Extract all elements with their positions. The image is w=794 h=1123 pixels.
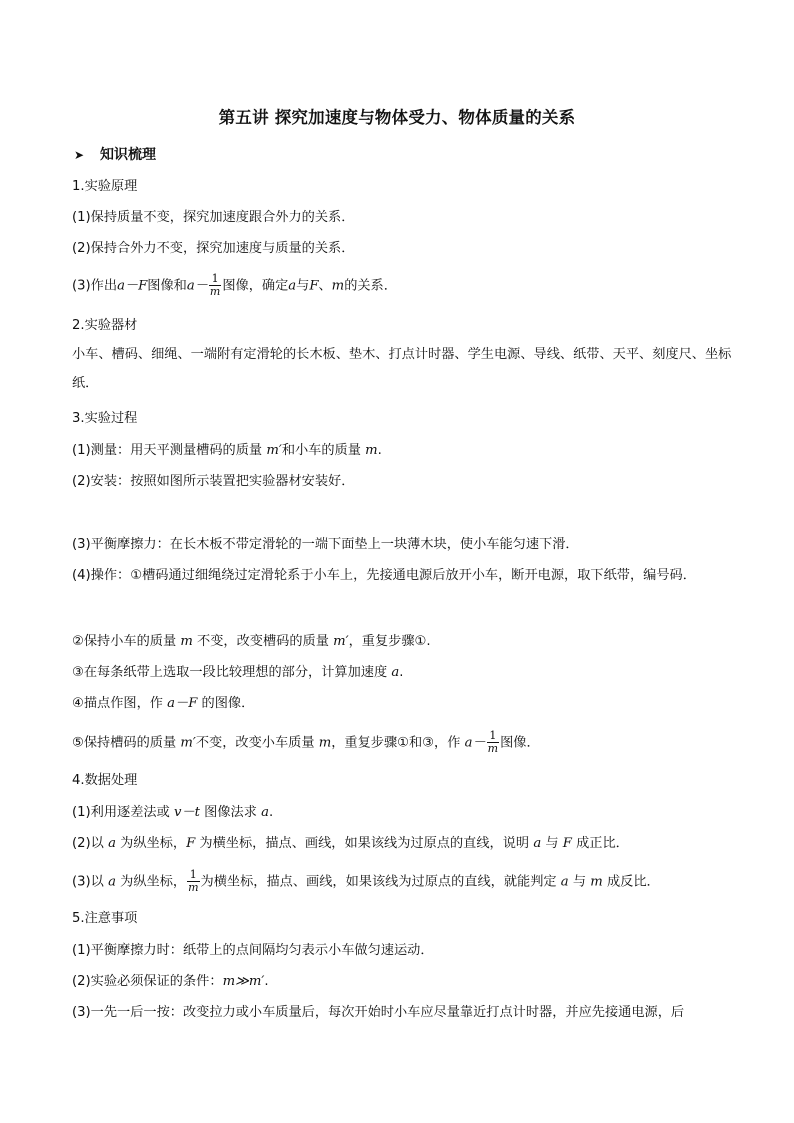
math: a－F xyxy=(167,696,198,711)
s3-line-6 xyxy=(72,663,732,683)
text: 为横坐标，描点、画线，如果该线为过原点的直线，说明 xyxy=(195,836,534,851)
text: ③在每条纸带上选取一段比较理想的部分，计算加速度 xyxy=(72,665,392,680)
text: (1)测量：用天平测量槽码的质量 xyxy=(72,443,267,458)
text: ，重复步骤①和③，作 xyxy=(331,735,465,751)
text: 为纵坐标， xyxy=(115,874,187,890)
s2-heading: 2.实验器材 xyxy=(72,318,138,333)
s3-line-7 xyxy=(72,694,732,714)
math: v－t xyxy=(174,805,200,820)
s5-line-2 xyxy=(72,972,732,992)
text: . xyxy=(399,665,404,680)
text: ④描点作图，作 xyxy=(72,696,168,711)
text: 与 xyxy=(296,278,310,294)
text: 图像和 xyxy=(147,278,187,294)
text: . xyxy=(377,443,382,458)
s4-heading: 4.数据处理 xyxy=(72,773,138,788)
page-title: 第五讲 探究加速度与物体受力、物体质量的关系 xyxy=(218,108,576,127)
text: . xyxy=(264,974,269,989)
frac-num: 1 xyxy=(187,869,199,882)
math: F xyxy=(562,836,572,851)
math: a xyxy=(560,874,569,890)
frac-den: m xyxy=(188,881,199,894)
s5-line-3: (3)一先一后一按：改变拉力或小车质量后，每次开始时小车应尽量靠近打点计时器，并应先接通电源，后 xyxy=(72,1005,685,1020)
text: 为横坐标，描点、画线，如果该线为过原点的直线，就能判定 xyxy=(200,874,561,890)
text: 不变，改变小车质量 xyxy=(195,735,319,751)
math: a xyxy=(288,278,297,294)
fraction-1-over-m xyxy=(187,869,199,894)
math: m xyxy=(180,634,193,649)
frac-num: 1 xyxy=(487,730,499,743)
text: 不变，改变槽码的质量 xyxy=(192,634,334,649)
math: a－F xyxy=(117,278,148,294)
math: F xyxy=(309,278,319,294)
text: (2)实验必须保证的条件： xyxy=(72,974,223,989)
s3-line-4: (4)操作：①槽码通过细绳绕过定滑轮系于小车上，先接通电源后放开小车，断开电源，取下纸带，编号码． xyxy=(72,568,696,583)
math: F xyxy=(186,836,196,851)
text: 图像法求 xyxy=(199,805,262,820)
text: 成正比． xyxy=(571,836,629,851)
text: (1)利用逐差法或 xyxy=(72,805,174,820)
s4-line-2 xyxy=(72,834,732,854)
math: m′ xyxy=(180,735,196,751)
s5-line-1: (1)平衡摩擦力时：纸带上的点间隔均匀表示小车做匀速运动． xyxy=(72,943,434,958)
s3-line-5 xyxy=(72,632,732,652)
arrow-bullet-icon: ➤ xyxy=(74,148,85,162)
text: 的图像． xyxy=(197,696,255,711)
text: ⑤保持槽码的质量 xyxy=(72,735,181,751)
s3-line-2: (2)安装：按照如图所示装置把实验器材安装好． xyxy=(72,474,355,489)
text: ，重复步骤①. xyxy=(348,634,431,649)
s3-line-3: (3)平衡摩擦力：在长木板不带定滑轮的一端下面垫上一块薄木块，使小车能匀速下滑． xyxy=(72,537,579,552)
math: a－ xyxy=(464,735,486,751)
math: a－ xyxy=(186,278,208,294)
fraction-1-over-m xyxy=(487,730,499,755)
math: a xyxy=(261,805,269,820)
s3-line-1 xyxy=(72,441,732,461)
text: 的关系． xyxy=(344,278,397,294)
text: ②保持小车的质量 xyxy=(72,634,181,649)
s1-line-1: (1)保持质量不变，探究加速度跟合外力的关系． xyxy=(72,210,355,225)
math: m xyxy=(331,278,345,294)
math: m xyxy=(318,735,332,751)
s1-heading: 1.实验原理 xyxy=(72,179,138,194)
frac-den: m xyxy=(209,285,221,298)
s3-heading: 3.实验过程 xyxy=(72,411,138,426)
s4-line-1 xyxy=(72,803,732,823)
text: 图像，确定 xyxy=(222,278,289,294)
text: 为纵坐标， xyxy=(115,836,187,851)
math: m′ xyxy=(333,634,349,649)
math: m xyxy=(590,874,603,890)
text: 与 xyxy=(568,874,591,890)
s4-line-3 xyxy=(72,869,732,894)
text: 图像． xyxy=(500,735,540,751)
s2-body: 小车、槽码、细绳、一端附有定滑轮的长木板、垫木、打点计时器、学生电源、导线、纸带、天平、刻度尺、坐标纸． xyxy=(72,347,732,391)
s3-line-8 xyxy=(72,730,732,755)
math: m′ xyxy=(266,443,282,458)
frac-den: m xyxy=(487,742,499,755)
text: 成反比． xyxy=(602,874,660,890)
text: 与 xyxy=(541,836,563,851)
math: m≫m′ xyxy=(222,974,265,989)
fraction-1-over-m xyxy=(209,273,221,298)
text: . xyxy=(268,805,274,820)
text: 、 xyxy=(318,278,332,294)
s1-line-3 xyxy=(72,273,732,298)
text: 和小车的质量 xyxy=(281,443,366,458)
section-header xyxy=(74,144,156,164)
math: a xyxy=(391,665,400,680)
s1-line-2: (2)保持合外力不变，探究加速度与质量的关系． xyxy=(72,241,355,256)
text: (2)以 xyxy=(72,836,109,851)
text: (3)作出 xyxy=(72,278,118,294)
frac-num: 1 xyxy=(209,273,221,286)
math: m xyxy=(365,443,378,458)
math: a xyxy=(108,836,116,851)
math: a xyxy=(108,874,116,890)
math: a xyxy=(533,836,542,851)
text: (3)以 xyxy=(72,874,109,890)
section-label: 知识梳理 xyxy=(100,147,156,163)
s5-heading: 5.注意事项 xyxy=(72,911,138,926)
